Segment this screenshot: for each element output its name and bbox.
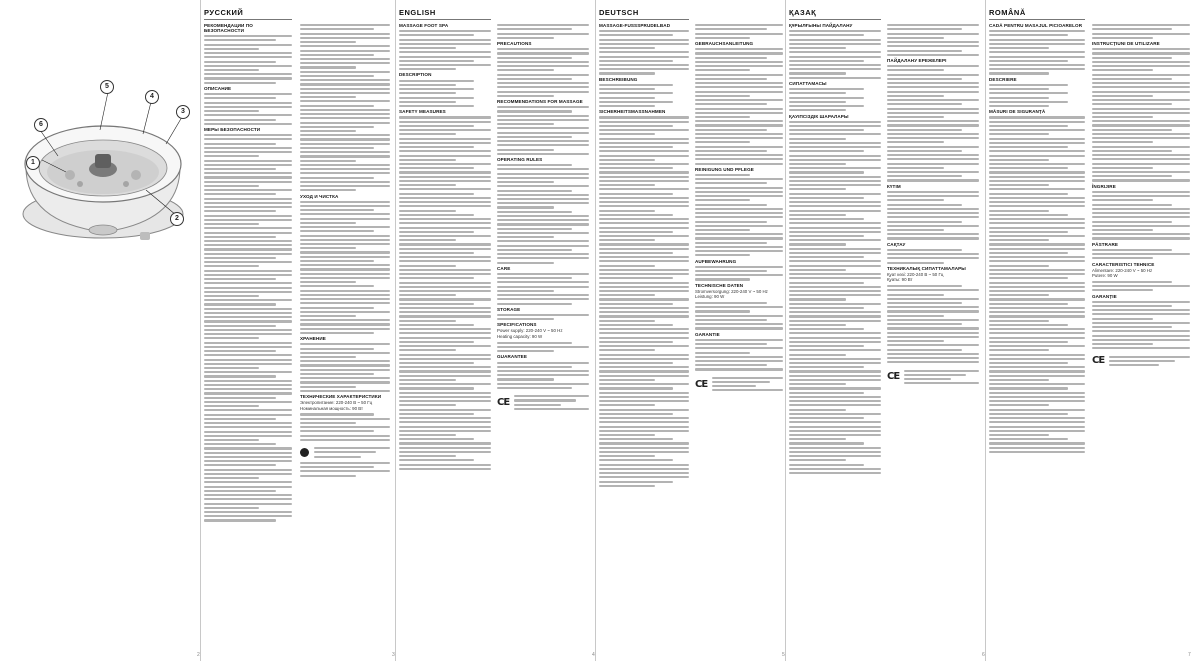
ce-mark: CE [497, 397, 510, 409]
kz-section: ПАЙДАЛАНУ ЕРЕЖЕЛЕРІ [887, 58, 947, 64]
column-divider [200, 0, 201, 661]
ru-spec-line: Электропитание: 220-240 В ~ 50 Гц [300, 400, 373, 406]
de-section: SICHERHEITSMASSNAHMEN [599, 109, 666, 115]
en-section: GUARANTEE [497, 354, 527, 360]
page-number: 2 [197, 652, 200, 658]
en-column-b [497, 8, 589, 647]
kz-spec-line: Қуат көзі: 220-240 В ~ 50 Гц [887, 271, 944, 277]
ro-cert-row [1092, 353, 1190, 368]
kz-column-a [789, 8, 881, 647]
callout-5: 5 [100, 80, 114, 94]
de-section: GEBRAUCHSANLEITUNG [695, 41, 754, 47]
ru-cert-row [300, 445, 390, 460]
de-column-a [599, 8, 689, 647]
de-section: BESCHREIBUNG [599, 76, 638, 82]
callout-4: 4 [145, 90, 159, 104]
page-number: 5 [782, 652, 785, 658]
kz-header: ҚАЗАҚ [789, 8, 881, 20]
de-column-b [695, 8, 783, 647]
column-divider [395, 0, 396, 661]
en-section: SAFETY MEASURES [399, 109, 446, 115]
callout-6: 6 [34, 118, 48, 132]
en-section: PRECAUTIONS [497, 41, 532, 47]
callout-1: 1 [26, 156, 40, 170]
de-section: TECHNISCHE DATEN [695, 282, 744, 288]
ro-column-a [989, 8, 1085, 647]
kz-section: КҮТІМ [887, 183, 901, 189]
column-divider [595, 0, 596, 661]
ro-section: ÎNGRIJIRE [1092, 183, 1116, 189]
en-section: DESCRIPTION [399, 72, 432, 78]
kz-section: ҚҰРЫЛҒЫНЫ ПАЙДАЛАНУ [789, 23, 853, 28]
ro-section: DESCRIERE [989, 76, 1017, 82]
column-divider [985, 0, 986, 661]
en-section: MASSAGE FOOT SPA [399, 23, 449, 28]
ro-section: MĂSURI DE SIGURANȚĂ [989, 109, 1046, 115]
en-spec-line: Power supply: 220-240 V ~ 50 Hz [497, 328, 563, 334]
de-section: GARANTIE [695, 331, 720, 337]
en-header: ENGLISH [399, 8, 491, 20]
page-number: 6 [982, 652, 985, 658]
de-section: REINIGUNG UND PFLEGE [695, 166, 754, 172]
de-spec-line: Leistung: 90 W [695, 294, 725, 300]
column-divider [785, 0, 786, 661]
ru-section: РЕКОМЕНДАЦИИ ПО БЕЗОПАСНОСТИ [204, 23, 253, 33]
de-section: AUFBEWAHRUNG [695, 258, 737, 264]
ru-section: МЕРЫ БЕЗОПАСНОСТИ [204, 126, 261, 132]
de-header: DEUTSCH [599, 8, 689, 20]
en-cert-row [497, 393, 589, 412]
kz-section: ТЕХНИКАЛЫҚ СИПАТТАМАЛАРЫ [887, 265, 966, 271]
ro-column-b [1092, 8, 1190, 647]
ro-section: GARANȚIE [1092, 293, 1117, 299]
ru-column-a [204, 8, 292, 647]
ru-header: РУССКИЙ [204, 8, 292, 20]
kz-section: СИПАТТАМАСЫ [789, 80, 827, 86]
ro-section: CADĂ PENTRU MASAJUL PICIOARELOR [989, 23, 1083, 28]
kz-section: САҚТАУ [887, 241, 906, 247]
ru-spec-line: Номинальная мощность: 90 Вт [300, 405, 364, 411]
ru-section: ХРАНЕНИЕ [300, 336, 326, 342]
ru-column-b [300, 8, 390, 647]
ro-spec-line: Putere: 90 W [1092, 273, 1118, 279]
ru-section: ТЕХНИЧЕСКИЕ ХАРАКТЕРИСТИКИ [300, 394, 382, 400]
en-section: CARE [497, 265, 511, 271]
ru-section: ОПИСАНИЕ [204, 85, 232, 91]
ce-mark: CE [1092, 355, 1105, 367]
kz-spec-line: Қуаты: 90 Вт [887, 277, 913, 283]
en-section: STORAGE [497, 306, 521, 312]
de-cert-row [695, 375, 783, 394]
en-section: RECOMMENDATIONS FOR MASSAGE [497, 99, 583, 105]
ro-header: ROMÂNĂ [989, 8, 1085, 20]
eac-icon [300, 448, 309, 457]
ro-section: INSTRUCȚIUNI DE UTILIZARE [1092, 41, 1160, 47]
ru-section: УХОД И ЧИСТКА [300, 193, 339, 199]
en-column-a [399, 8, 491, 647]
ce-mark: CE [695, 378, 708, 390]
en-section: SPECIFICATIONS [497, 322, 537, 328]
en-spec-line: Heating capacity: 90 W [497, 333, 543, 339]
de-spec-line: Stromversorgung: 220-240 V ~ 50 Hz [695, 288, 768, 294]
kz-column-b [887, 8, 979, 647]
callout-3: 3 [176, 105, 190, 119]
kz-section: ҚАУІПСІЗДІК ШАРАЛАРЫ [789, 113, 849, 119]
page-number: 7 [1188, 652, 1191, 658]
callout-2: 2 [170, 212, 184, 226]
en-section: OPERATING RULES [497, 156, 543, 162]
de-section: MASSAGE-FUSSSPRUDELBAD [599, 23, 671, 28]
ro-spec-line: Alimentare: 220-240 V ~ 50 Hz [1092, 267, 1153, 273]
ro-section: PĂSTRARE [1092, 241, 1119, 247]
ce-mark: CE [887, 371, 900, 383]
kz-cert-row [887, 367, 979, 386]
page-number: 3 [392, 652, 395, 658]
ro-section: CARACTERISTICI TEHNICE [1092, 261, 1155, 267]
product-illustration [8, 72, 198, 262]
page-number: 4 [592, 652, 595, 658]
